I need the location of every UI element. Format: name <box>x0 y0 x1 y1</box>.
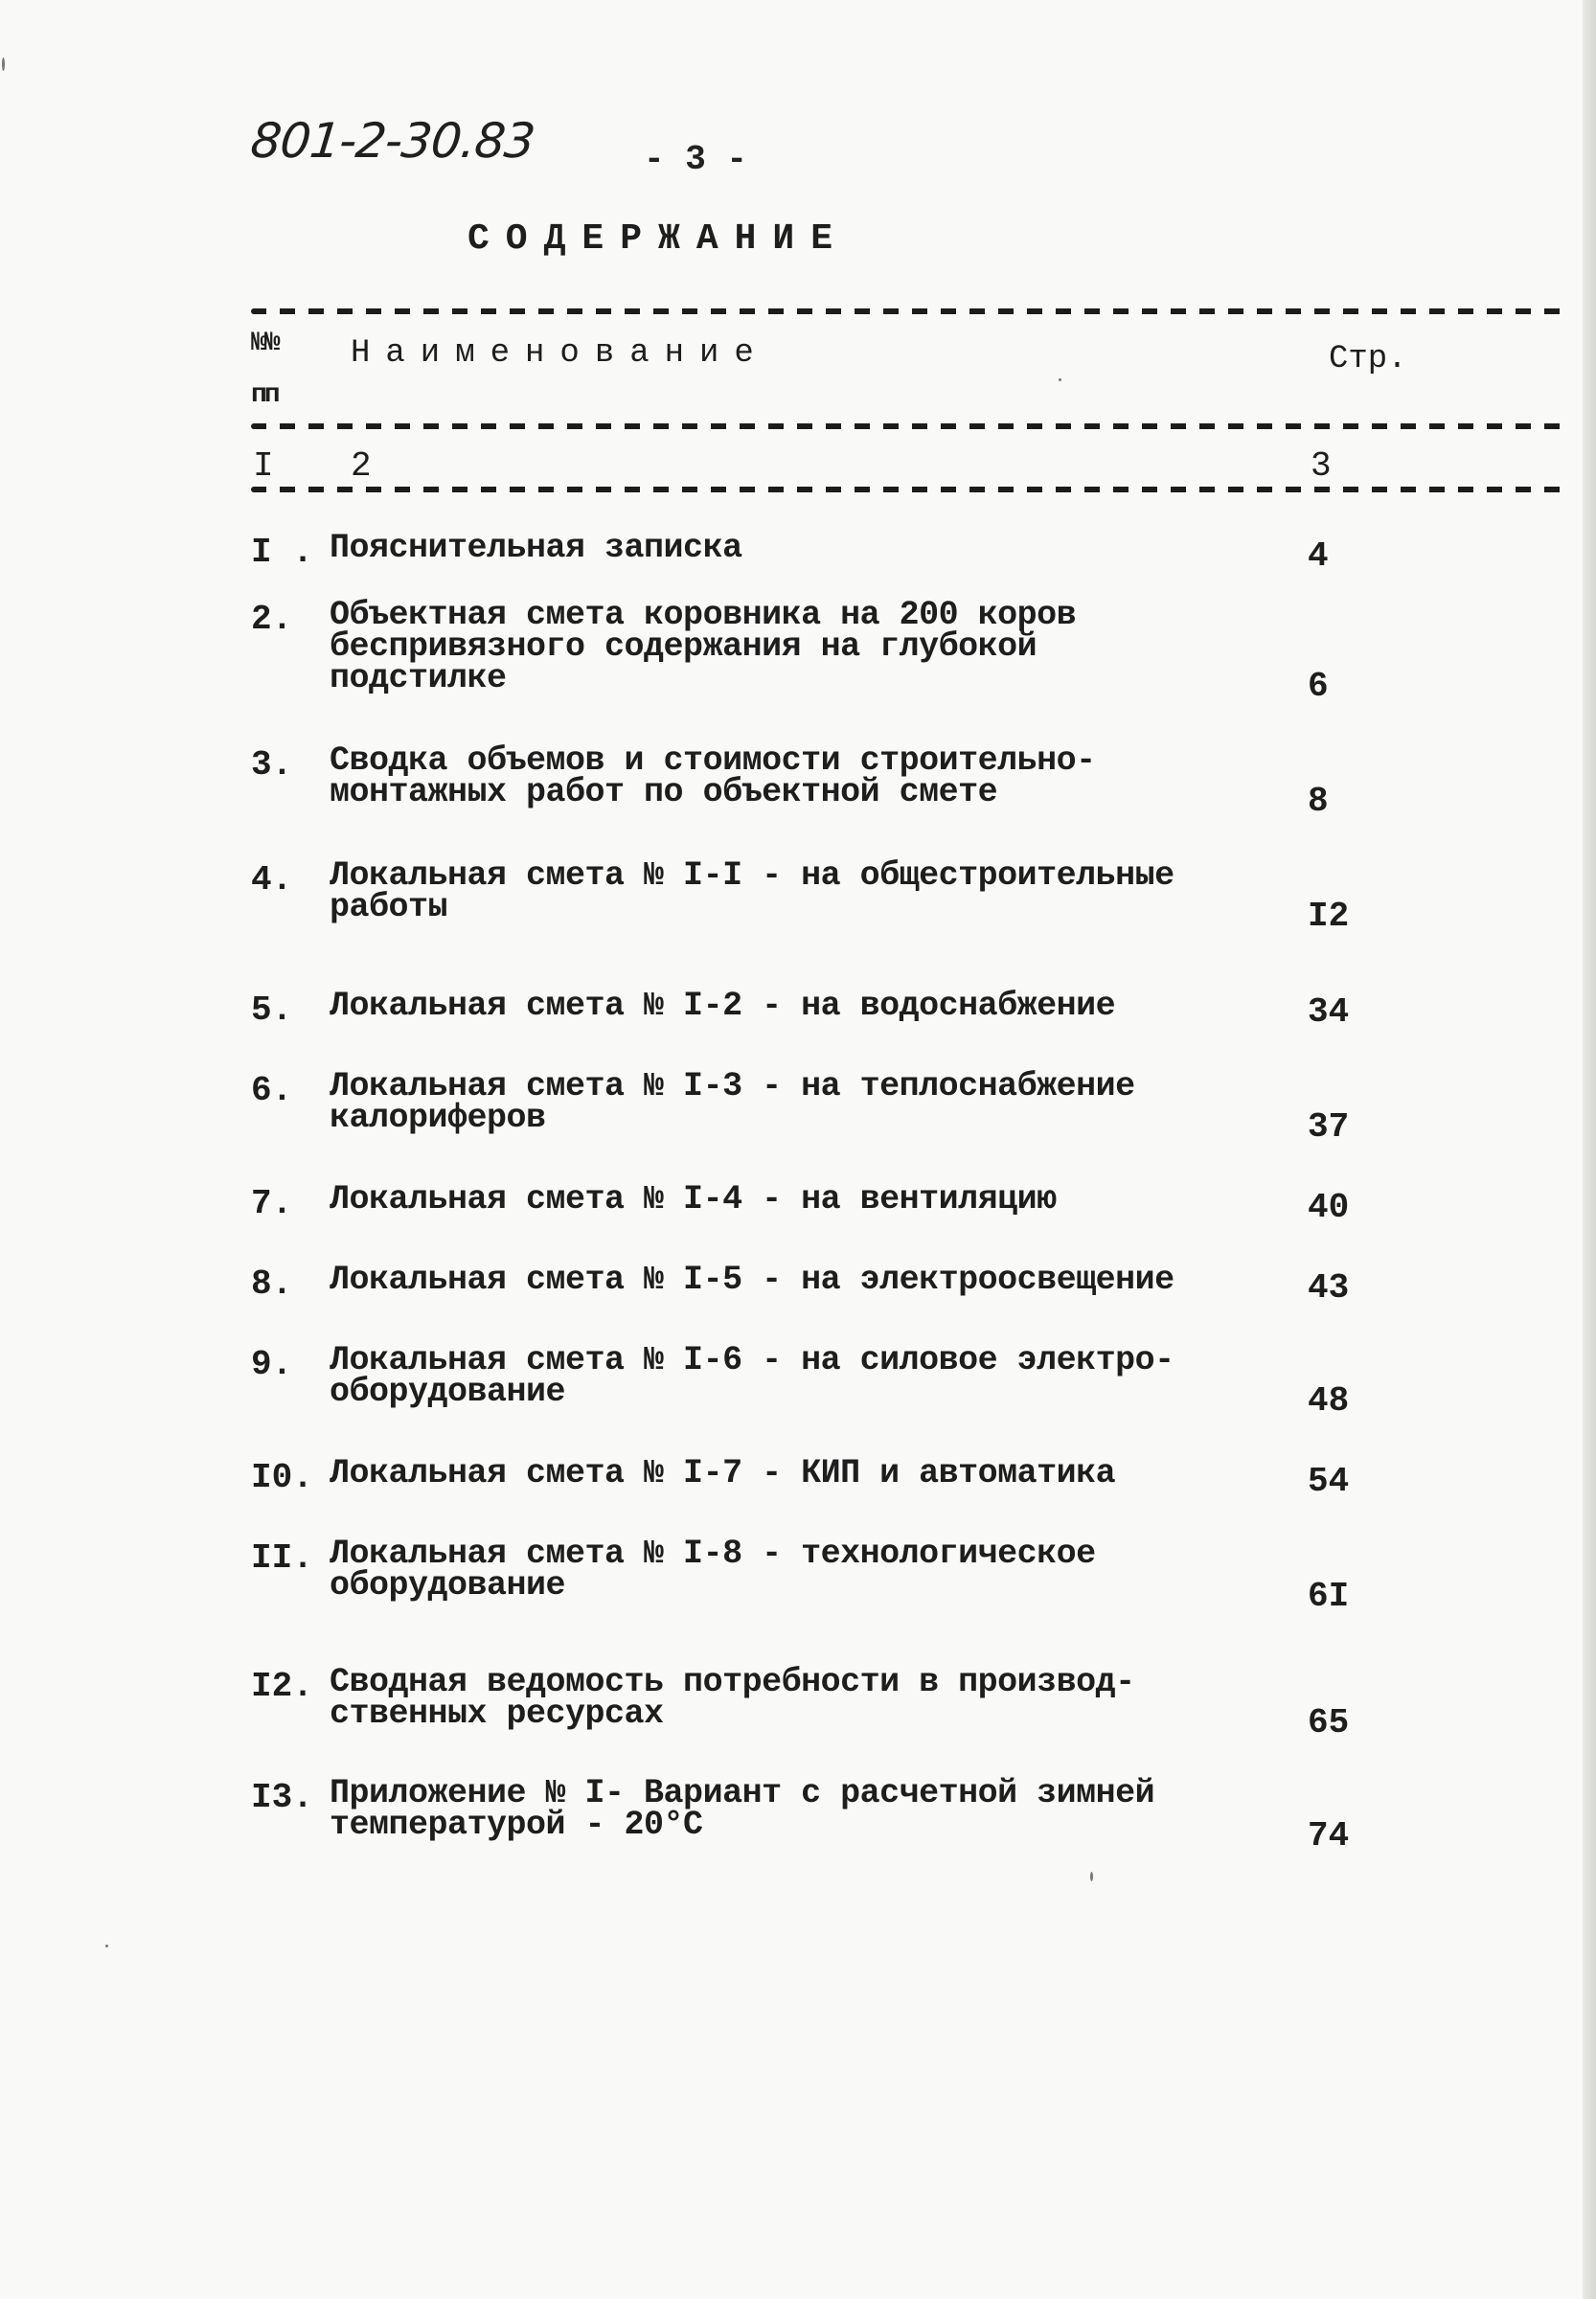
toc-entry-title: Локальная смета № I-7 - КИП и автоматика <box>330 1454 1116 1492</box>
toc-entry-page: I2 <box>1308 897 1350 936</box>
header-page-column: Стр. <box>1329 341 1407 377</box>
column-number-3: 3 <box>1311 446 1332 486</box>
toc-entry-number: 6. <box>251 1071 293 1110</box>
header-number-column <box>251 318 278 421</box>
toc-entry-page: 43 <box>1308 1268 1350 1308</box>
column-number-2: 2 <box>351 446 372 486</box>
toc-entry-number: 7. <box>251 1184 293 1223</box>
toc-entry-page: 6 <box>1308 667 1329 706</box>
toc-entry-number: I3. <box>251 1778 313 1817</box>
toc-entry-page: 48 <box>1308 1381 1350 1421</box>
toc-entry-number: 8. <box>251 1264 293 1304</box>
toc-entry-title: Локальная смета № I-3 - на теплоснабжение калориферов <box>330 1067 1135 1137</box>
toc-entry-title: Локальная смета № I-I - на общестроительные работы <box>330 856 1174 926</box>
dashed-rule-columns <box>251 487 1569 492</box>
toc-entry-number: 9. <box>251 1345 293 1384</box>
toc-entry-number: I0. <box>251 1458 313 1497</box>
document-code: 801-2-30.83 <box>247 113 537 169</box>
toc-entry-number: I . <box>251 533 313 572</box>
dashed-rule-header-bottom <box>251 423 1569 429</box>
toc-entry-page: 8 <box>1308 782 1329 821</box>
dashed-rule-top <box>251 308 1569 314</box>
toc-entry-number: 3. <box>251 745 293 785</box>
toc-entry-page: 65 <box>1308 1703 1350 1742</box>
toc-entry-title: Приложение № I- Вариант с расчетной зимней температурой - 20°С <box>330 1774 1155 1844</box>
toc-entry-number: 2. <box>251 600 293 639</box>
toc-entry-title: Сводная ведомость потребности в производ- ственных ресурсах <box>330 1663 1135 1733</box>
toc-entry-page: 54 <box>1308 1462 1350 1501</box>
scan-speck <box>2 57 5 71</box>
toc-entry-title: Локальная смета № I-4 - на вентиляцию <box>330 1180 1057 1218</box>
toc-entry-title: Локальная смета № I-6 - на силовое электро- оборудование <box>330 1341 1174 1411</box>
toc-entry-number: 5. <box>251 990 293 1030</box>
page-title: СОДЕРЖАНИЕ <box>467 218 850 260</box>
toc-entry-page: 37 <box>1308 1107 1350 1147</box>
header-name-column: Наименование <box>351 335 769 372</box>
toc-entry-title: Локальная смета № I-8 - технологическое оборудование <box>330 1535 1096 1605</box>
toc-entry-page: 4 <box>1308 536 1329 576</box>
page-edge <box>1583 0 1596 2299</box>
header-number-label-top: №№ <box>251 329 278 358</box>
column-number-1: I <box>253 446 274 486</box>
toc-entry-number: I2. <box>251 1667 313 1706</box>
toc-entry-page: 34 <box>1308 992 1350 1032</box>
toc-entry-title: Сводка объемов и стоимости строительно- монтажных работ по объектной смете <box>330 741 1096 811</box>
page-number: - 3 - <box>644 140 748 179</box>
toc-entry-title: Пояснительная записка <box>330 529 742 567</box>
scan-speck <box>1059 378 1061 381</box>
header-number-label-bottom: пп <box>251 380 278 410</box>
toc-entry-title: Локальная смета № I-2 - на водоснабжение <box>330 987 1116 1025</box>
toc-entry-number: 4. <box>251 860 293 899</box>
toc-entry-page: 6I <box>1308 1577 1350 1616</box>
scan-speck <box>105 1945 108 1947</box>
scan-speck <box>1090 1872 1093 1881</box>
toc-entry-page: 74 <box>1308 1816 1350 1855</box>
toc-entry-title: Локальная смета № I-5 - на электроосвещение <box>330 1261 1174 1299</box>
toc-entry-title: Объектная смета коровника на 200 коров беспривязного содержания на глубокой подстилке <box>330 596 1077 697</box>
toc-entry-page: 40 <box>1308 1188 1350 1227</box>
toc-entry-number: II. <box>251 1538 313 1578</box>
